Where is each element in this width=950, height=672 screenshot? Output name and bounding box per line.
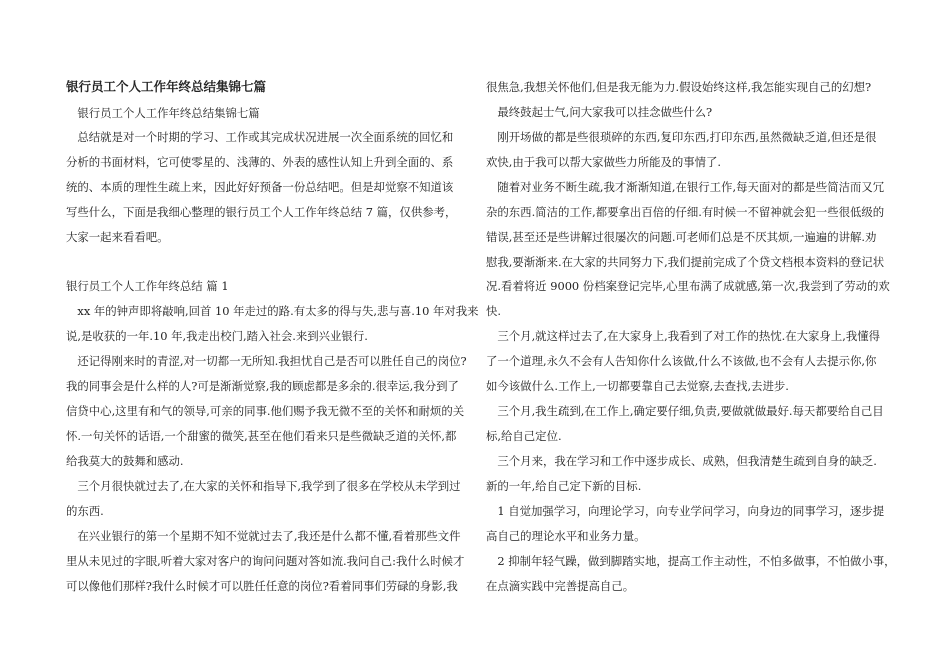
paragraph-line: 三个月,就这样过去了,在大家身上,我看到了对工作的热忱.在大家身上,我懂得 — [486, 329, 880, 343]
paragraph-line: 刚开场做的都是些很琐碎的东西,复印东西,打印东西,虽然微缺乏道,但还是很 — [486, 130, 877, 144]
paragraph-line: 快. — [486, 304, 502, 318]
paragraph-line: 况.看着将近 9000 份档案登记完毕,心里布满了成就感,第一次,我尝到了劳动的欢 — [486, 279, 890, 293]
paragraph-line: 里从未见过的字眼,听着大家对客户的询问问题对答如流.我问自己:我什么时候才 — [66, 554, 465, 568]
paragraph-line: 标,给自己定位. — [486, 429, 562, 443]
paragraph-line: 我的同事会是什么样的人?可是渐渐觉察,我的顾虑都是多余的.很幸运,我分到了 — [66, 379, 459, 393]
paragraph-line: 如今该做什么.工作上,一切都要靠自己去觉察,去查找,去进步. — [486, 379, 789, 393]
document-title: 银行员工个人工作年终总结集锦七篇 — [66, 79, 267, 94]
paragraph-line: 写些什么，下面是我细心整理的银行员工个人工作年终总结 7 篇，仅供参考， — [66, 205, 457, 219]
paragraph-line: 很焦急,我想关怀他们,但是我无能为力.假设始终这样,我怎能实现自己的幻想? — [486, 80, 872, 94]
paragraph-line: 慰我,要渐渐来.在大家的共同努力下,我们提前完成了个贷文档根本资料的登记状 — [486, 255, 885, 269]
paragraph-line: 杂的东西.简洁的工作,都要拿出百倍的仔细.有时候一不留神就会犯一些很低级的 — [486, 205, 885, 219]
paragraph-line: xx 年的钟声即将敲响,回首 10 年走过的路.有太多的得与失,悲与喜.10 年对我来 — [66, 304, 479, 318]
paragraph-line: 可以像他们那样?我什么时候才可以胜任任意的岗位?看着同事们劳碌的身影,我 — [66, 579, 458, 593]
paragraph-line: 信贷中心,这里有和气的领导,可亲的同事.他们赐予我无微不至的关怀和耐烦的关 — [66, 404, 465, 418]
paragraph-line: 三个月来，我在学习和工作中逐步成长、成熟，但我清楚生疏到自身的缺乏. — [486, 454, 877, 468]
paragraph-line: 在兴业银行的第一个星期不知不觉就过去了,我还是什么都不懂,看着那些文件 — [66, 529, 461, 543]
paragraph-line: 怀.一句关怀的话语,一个甜蜜的微笑,甚至在他们看来只是些微缺乏道的关怀,都 — [66, 429, 457, 443]
paragraph-line: 了一个道理,永久不会有人告知你什么该做,什么不该做,也不会有人去提示你,你 — [486, 354, 877, 368]
paragraph-line: 大家一起来看看吧。 — [66, 230, 169, 244]
paragraph-line: 统的、本质的理性生疏上来，因此好好预备一份总结吧。但是却觉察不知道该 — [66, 180, 454, 194]
paragraph-line: 高自己的理论水平和业务力量。 — [486, 529, 646, 543]
paragraph-line: 欢快,由于我可以帮大家做些力所能及的事情了. — [486, 155, 722, 169]
paragraph-line: 总结就是对一个时期的学习、工作或其完成状况进展一次全面系统的回忆和 — [66, 130, 454, 144]
paragraph-line: 新的一年,给自己定下新的目标. — [486, 479, 642, 493]
section-heading: 银行员工个人工作年终总结 篇 1 — [66, 279, 229, 293]
paragraph-line: 2 抑制年轻气躁，做到脚踏实地，提高工作主动性，不怕多做事，不怕做小事， — [486, 554, 896, 568]
paragraph-line: 还记得刚来时的青涩,对一切都一无所知.我担忧自己是否可以胜任自己的岗位? — [66, 354, 467, 368]
paragraph-line: 在点滴实践中完善提高自己。 — [486, 579, 635, 593]
subtitle: 银行员工个人工作年终总结集锦七篇 — [66, 106, 260, 120]
paragraph-line: 的东西. — [66, 504, 104, 518]
paragraph-line: 错误,甚至还是些讲解过很屡次的问题.可老师们总是不厌其烦,一遍遍的讲解.劝 — [486, 230, 877, 244]
paragraph-line: 1 自觉加强学习，向理论学习，向专业学问学习，向身边的同事学习，逐步提 — [486, 504, 885, 518]
paragraph-line: 说,是收获的一年.10 年,我走出校门,踏入社会.来到兴业银行. — [66, 329, 368, 343]
paragraph-line: 给我莫大的鼓舞和感动. — [66, 454, 184, 468]
paragraph-line: 三个月,我生疏到,在工作上,确定要仔细,负责,要做就做最好.每天都要给自己目 — [486, 404, 884, 418]
paragraph-line: 随着对业务不断生疏,我才渐渐知道,在银行工作,每天面对的都是些简洁而又冗 — [486, 180, 885, 194]
paragraph-line: 最终鼓起士气,问大家我可以挂念做些什么? — [486, 105, 713, 119]
paragraph-line: 分析的书面材料，它可使零星的、浅薄的、外表的感性认知上升到全面的、系 — [66, 155, 454, 169]
paragraph-line: 三个月很快就过去了,在大家的关怀和指导下,我学到了很多在学校从未学到过 — [66, 479, 461, 493]
